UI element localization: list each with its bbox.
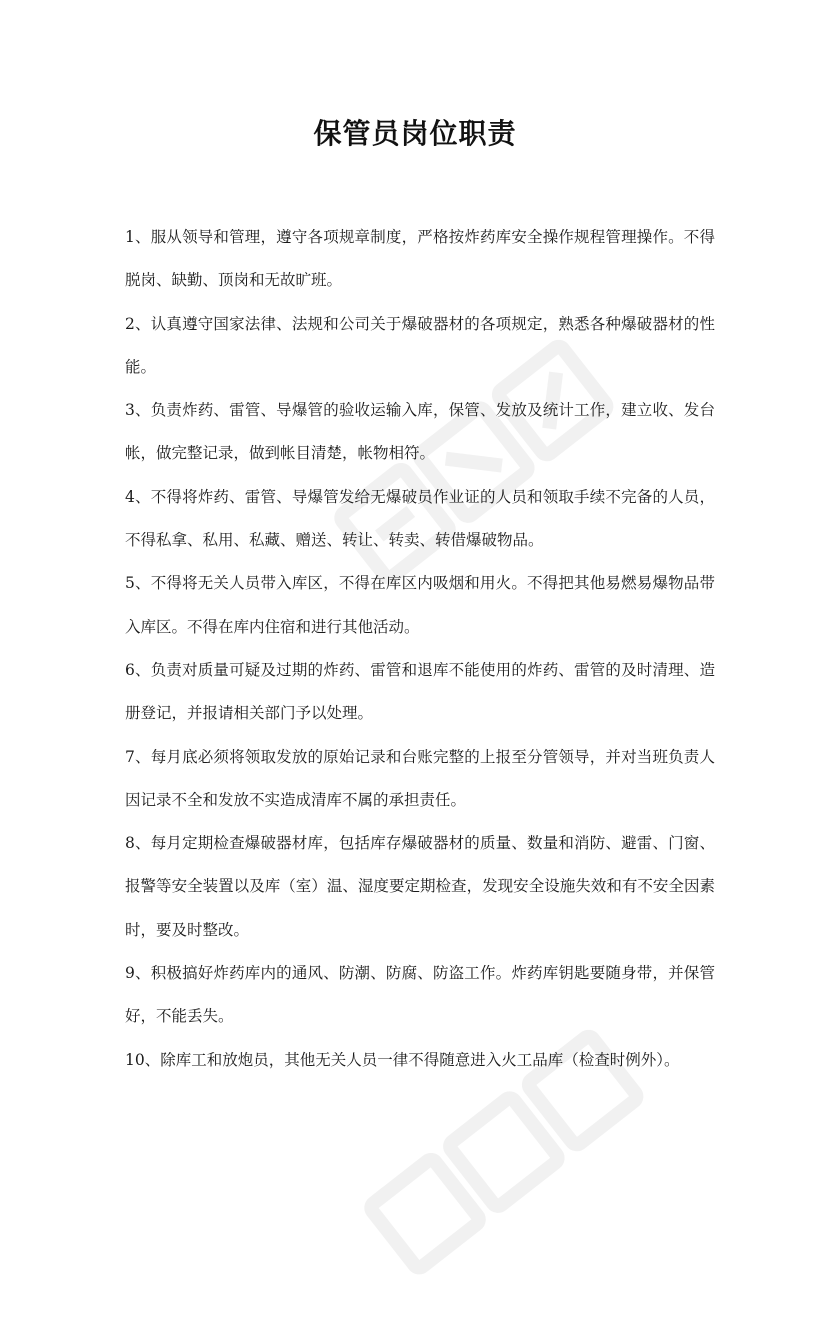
clause-list	[125, 216, 715, 1082]
clause-item-9: 9、积极搞好炸药库内的通风、防潮、防腐、防盗工作。炸药库钥匙要随身带，并保管好，不能丢失。	[125, 964, 715, 1026]
clause-item-3: 3、负责炸药、雷管、导爆管的验收运输入库，保管、发放及统计工作，建立收、发台帐，做完整记录，做到帐目清楚，帐物相符。	[125, 401, 715, 463]
clause-item-10: 10、除库工和放炮员，其他无关人员一律不得随意进入火工品库（检查时例外）。	[125, 1050, 680, 1069]
clause-item-6: 6、负责对质量可疑及过期的炸药、雷管和退库不能使用的炸药、雷管的及时清理、造册登记，并报请相关部门予以处理。	[125, 660, 715, 723]
clause-item-5: 5、不得将无关人员带入库区，不得在库区内吸烟和用火。不得把其他易燃易爆物品带入库区。不得在库内住宿和进行其他活动。	[125, 574, 715, 636]
clause-item-1: 1、服从领导和管理，遵守各项规章制度，严格按炸药库安全操作规程管理操作。不得脱岗、缺勤、顶岗和无故旷班。	[125, 228, 715, 290]
clause-item-4: 4、不得将炸药、雷管、导爆管发给无爆破员作业证的人员和领取手续不完备的人员，不得私拿、私用、私藏、赠送、转让、转卖、转借爆破物品。	[125, 487, 715, 550]
page-title: 保管员岗位职责	[313, 117, 517, 150]
clause-item-8: 8、每月定期检查爆破器材库，包括库存爆破器材的质量、数量和消防、避雷、门窗、报警等安全装置以及库（室）温、湿度要定期检查，发现安全设施失效和有不安全因素时，要及时整改。	[125, 834, 715, 939]
clause-item-2: 2、认真遵守国家法律、法规和公司关于爆破器材的各项规定，熟悉各种爆破器材的性能。	[125, 314, 715, 376]
clause-item-7: 7、每月底必须将领取发放的原始记录和台账完整的上报至分管领导，并对当班负责人因记录不全和发放不实造成清库不属的承担责任。	[125, 747, 715, 809]
